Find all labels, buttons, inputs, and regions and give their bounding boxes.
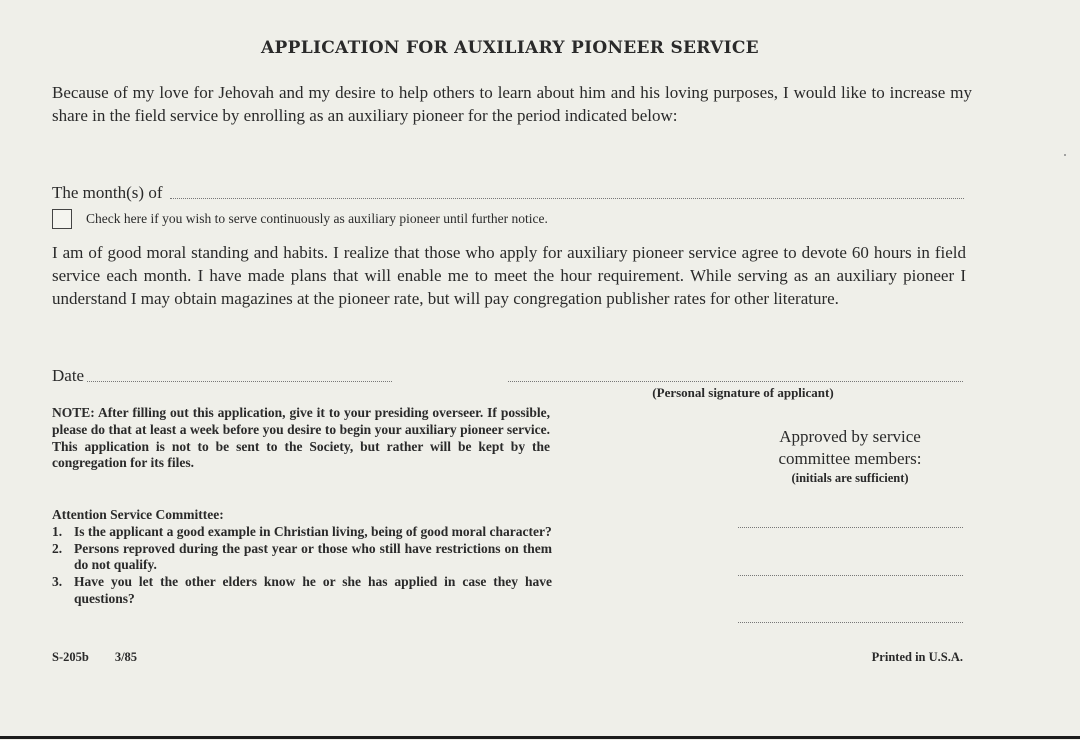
initials-line-3[interactable] (738, 622, 963, 623)
month-field-label: The month(s) of (52, 183, 163, 202)
attention-item (52, 524, 552, 541)
initials-line-1[interactable] (738, 527, 963, 528)
approval-subcaption: (initials are sufficient) (791, 471, 909, 485)
approval-line-2: committee members: (778, 449, 922, 468)
attention-item-text: Is the applicant a good example in Christian living, being of good moral character? (74, 523, 552, 539)
signature-line[interactable] (508, 381, 963, 382)
approval-block (730, 426, 970, 486)
continuous-checkbox-row (52, 209, 548, 229)
continuous-checkbox-label: Check here if you wish to serve continuously as auxiliary pioneer until further notice. (86, 211, 548, 226)
note-paragraph: NOTE: After filling out this application, give it to your presiding overseer. If possible, please do that at least a week before you desire to begin your auxiliary pioneer service. This application is not to be sent to the Society, but rather will be kept by the congregation for its files. (52, 405, 550, 471)
attention-heading: Attention Service Committee: (52, 507, 224, 522)
date-field-input[interactable] (87, 369, 392, 382)
attention-item-number: 1. (52, 523, 63, 539)
initials-line-2[interactable] (738, 575, 963, 576)
paper-speck (1064, 154, 1066, 156)
continuous-checkbox[interactable] (52, 209, 72, 229)
month-field-row (52, 183, 964, 203)
form-code-block (52, 650, 137, 665)
approval-line-1: Approved by service (779, 427, 921, 446)
attention-list (52, 524, 552, 608)
printed-in-usa: Printed in U.S.A. (871, 650, 963, 664)
statement-paragraph: I am of good moral standing and habits. I realize that those who apply for auxiliary pioneer service agree to devote 60 hours in field service each month. I have made plans that will enable me to meet the hour requirement. While serving as an auxiliary pioneer I understand I may obtain magazines at the pioneer rate, but will pay congregation publisher rates for other literature. (52, 243, 966, 308)
attention-item (52, 574, 552, 608)
attention-item-text: Have you let the other elders know he or she has applied in case they have questions? (74, 574, 552, 606)
date-field-label: Date (52, 366, 85, 385)
intro-paragraph: Because of my love for Jehovah and my desire to help others to learn about him and his loving purposes, I would like to increase my share in the field service by enrolling as an auxiliary pioneer for the period indicated below: (52, 83, 972, 125)
form-code: S-205b (52, 650, 89, 664)
attention-item (52, 541, 552, 575)
attention-section (52, 507, 552, 608)
form-title: APPLICATION FOR AUXILIARY PIONEER SERVICE (261, 38, 759, 58)
form-date: 3/85 (114, 650, 138, 664)
attention-item-number: 3. (52, 574, 63, 590)
attention-item-number: 2. (52, 540, 63, 556)
month-field-input[interactable] (170, 186, 964, 199)
signature-caption: (Personal signature of applicant) (652, 385, 834, 400)
date-field-row (52, 366, 392, 386)
attention-item-text: Persons reproved during the past year or those who still have restrictions on them do not qualify. (74, 540, 552, 573)
